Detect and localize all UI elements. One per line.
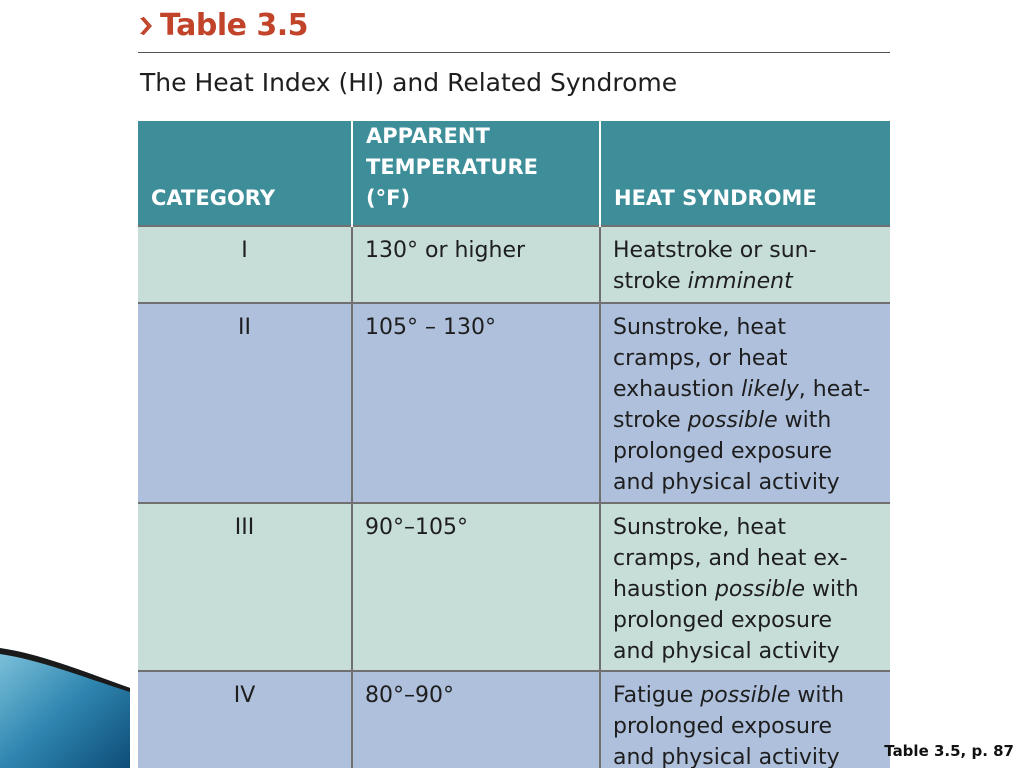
table-row [138, 303, 890, 503]
emphasis-text: possible [687, 408, 778, 433]
temperature-cell: 90°–105° [352, 503, 600, 671]
heading-divider [138, 52, 890, 53]
table-title: Table 3.5 [160, 8, 309, 43]
chevron-right-icon [140, 14, 152, 38]
heat-index-table [138, 121, 890, 768]
emphasis-text: imminent [687, 269, 793, 294]
syndrome-cell: Fatigue possible with prolonged exposure and physical activity [600, 671, 890, 768]
category-cell: II [138, 303, 352, 503]
column-header-category: CATEGORY [138, 121, 352, 226]
emphasis-text: possible [700, 683, 791, 708]
emphasis-text: likely [741, 377, 799, 402]
table-row [138, 671, 890, 768]
temperature-cell: 80°–90° [352, 671, 600, 768]
category-cell: III [138, 503, 352, 671]
temperature-cell: 130° or higher [352, 226, 600, 303]
category-cell: IV [138, 671, 352, 768]
column-header-temperature: APPARENT TEMPERATURE (°F) [352, 121, 600, 226]
emphasis-text: possible [714, 577, 806, 602]
temperature-cell: 105° – 130° [352, 303, 600, 503]
column-header-syndrome: HEAT SYNDROME [600, 121, 890, 226]
table-row [138, 226, 890, 303]
syndrome-cell: Heatstroke or sun-stroke imminent [600, 226, 890, 303]
table-row [138, 503, 890, 671]
syndrome-cell: Sunstroke, heat cramps, and heat ex-haustion possible with prolonged exposure and physical activity [600, 503, 890, 671]
category-cell: I [138, 226, 352, 303]
table-header-row [138, 121, 890, 226]
decorative-swoosh-graphic [0, 640, 130, 768]
table-heading [140, 8, 308, 43]
table-caption: The Heat Index (HI) and Related Syndrome [140, 68, 678, 97]
syndrome-cell: Sunstroke, heat cramps, or heat exhaustion likely, heat-stroke possible with prolonged exposure and physical activity [600, 303, 890, 503]
page-reference: Table 3.5, p. 87 [884, 742, 1014, 760]
